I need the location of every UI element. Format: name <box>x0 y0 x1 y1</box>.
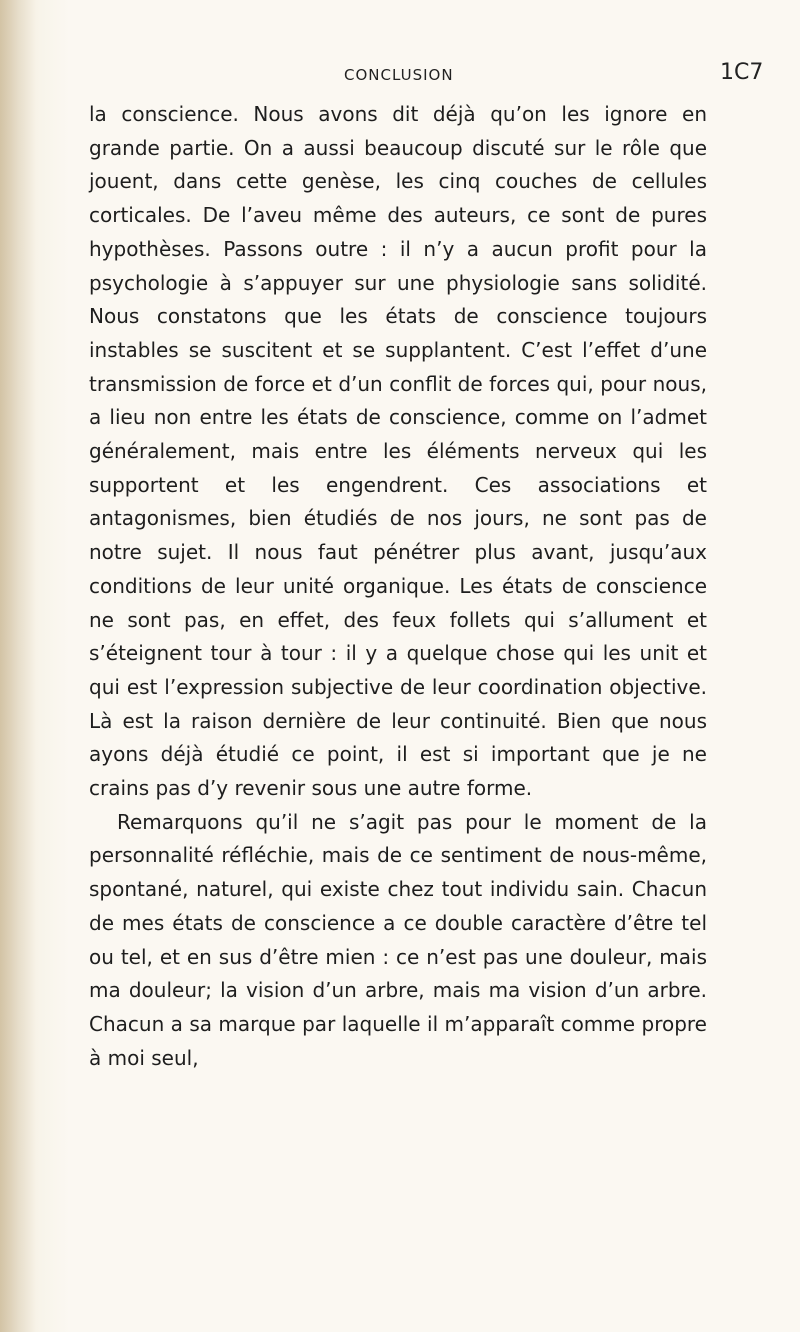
running-head <box>0 58 800 94</box>
paragraph-1: la conscience. Nous avons dit déjà qu’on les ignore en grande partie. On a aussi beaucoup discuté sur le rôle que jouent, dans cette genèse, les cinq couches de cellules corticales. De l’aveu même des auteurs, ce sont de pures hypothèses. Passons outre : il n’y a aucun profit pour la psychologie à s’appuyer sur une physiologie sans solidité. Nous constatons que les états de conscience toujours instables se suscitent et se supplantent. C’est l’effet d’une transmission de force et d’un conflit de forces qui, pour nous, a lieu non entre les états de conscience, comme on l’admet généralement, mais entre les éléments nerveux qui les supportent et les engendrent. Ces associations et antagonismes, bien étudiés de nos jours, ne sont pas de notre sujet. Il nous faut pénétrer plus avant, jusqu’aux conditions de leur unité organique. Les états de conscience ne sont pas, en effet, des feux follets qui s’allument et s’éteignent tour à tour : il y a quelque chose qui les unit et qui est l’expression subjective de leur coordination objective. Là est la raison dernière de leur continuité. Bien que nous ayons déjà étudié ce point, il est si important que je ne crains pas d’y revenir sous une autre forme. <box>89 102 707 801</box>
page-number: 1C7 <box>720 60 764 85</box>
paragraph-2: Remarquons qu’il ne s’agit pas pour le moment de la personnalité réfléchie, mais de ce sentiment de nous-même, spontané, naturel, qui existe chez tout individu sain. Chacun de mes états de conscience a ce double caractère d’être tel ou tel, et en sus d’être mien : ce n’est pas une douleur, mais ma douleur; la vision d’un arbre, mais ma vision d’un arbre. Chacun a sa marque par laquelle il m’apparaît comme propre à moi seul, <box>89 809 707 1070</box>
body-text <box>89 98 707 1075</box>
chapter-title: CONCLUSION <box>344 66 454 84</box>
page-gutter-shadow <box>0 0 36 1332</box>
